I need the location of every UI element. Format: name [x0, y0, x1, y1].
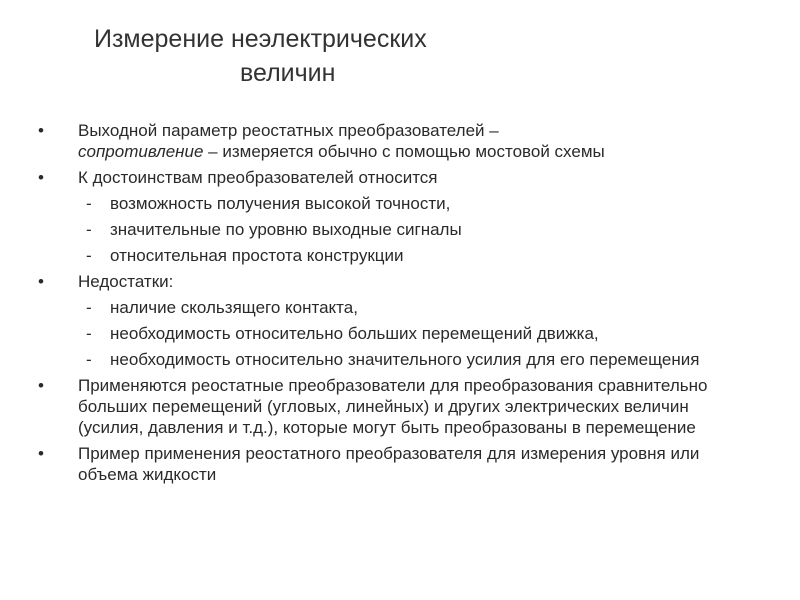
bullet-text-3: Недостатки: — [78, 272, 174, 291]
bullet-text-1b: сопротивление — [78, 142, 204, 161]
bullet-icon: • — [38, 121, 44, 140]
slide-content — [38, 120, 758, 490]
bullet-icon: • — [38, 272, 44, 291]
dash-icon: - — [86, 298, 92, 317]
sub-item — [38, 245, 758, 266]
dash-icon: - — [86, 324, 92, 343]
bullet-icon: • — [38, 444, 44, 463]
sub-text: необходимость относительно больших перемещений движка, — [110, 324, 599, 343]
sub-item — [38, 219, 758, 240]
sub-text: относительная простота конструкции — [110, 246, 404, 265]
bullet-item-3 — [38, 271, 758, 292]
sub-item — [38, 323, 758, 344]
bullet-icon: • — [38, 168, 44, 187]
bullet-text-4: Применяются реостатные преобразователи для преобразования сравнительно больших перемещений (угловых, линейных) и других электрических величин (усилия, давления и т.д.), которые могут быть преобразованы в перемещение — [78, 376, 708, 437]
dash-icon: - — [86, 220, 92, 239]
bullet-text-2: К достоинствам преобразователей относится — [78, 168, 438, 187]
dash-icon: - — [86, 350, 92, 369]
bullet-text-1c: – измеряется обычно с помощью мостовой схемы — [203, 142, 605, 161]
bullet-item-2 — [38, 167, 758, 188]
bullet-text-1a: Выходной параметр реостатных преобразователей – — [78, 121, 499, 140]
sub-item — [38, 349, 758, 370]
sub-item — [38, 193, 758, 214]
sub-text: значительные по уровню выходные сигналы — [110, 220, 462, 239]
bullet-item-4 — [38, 375, 758, 438]
title-line-1: Измерение неэлектрических — [94, 25, 427, 53]
bullet-item-5 — [38, 443, 758, 485]
bullet-item-1 — [38, 120, 758, 162]
dash-icon: - — [86, 246, 92, 265]
sub-text: необходимость относительно значительного усилия для его перемещения — [110, 350, 700, 369]
sub-text: наличие скользящего контакта, — [110, 298, 358, 317]
bullet-text-5: Пример применения реостатного преобразователя для измерения уровня или объема жидкости — [78, 444, 700, 484]
sub-item — [38, 297, 758, 318]
bullet-icon: • — [38, 376, 44, 395]
dash-icon: - — [86, 194, 92, 213]
title-line-2: величин — [240, 59, 336, 87]
sub-text: возможность получения высокой точности, — [110, 194, 451, 213]
